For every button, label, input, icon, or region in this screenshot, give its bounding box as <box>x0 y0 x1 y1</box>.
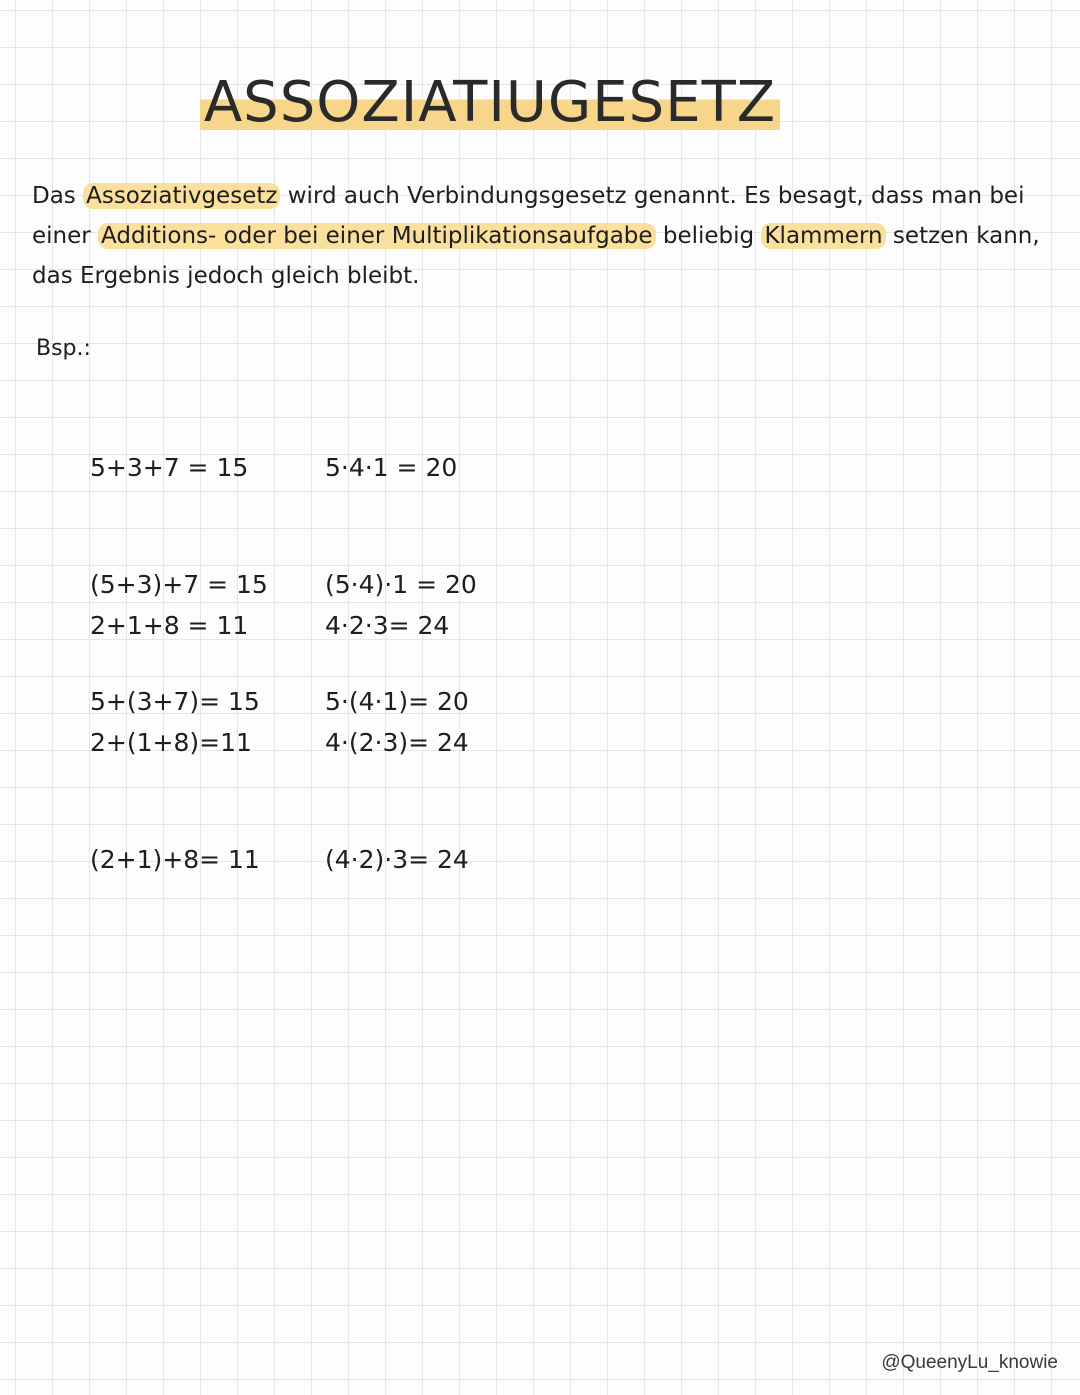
intro-paragraph <box>32 176 1042 296</box>
equation: (2+1)+8= 11 <box>90 845 260 874</box>
equation: (5+3)+7 = 15 <box>90 570 268 599</box>
highlight-additions-multiplikation: Additions- oder bei einer Multiplikationsaufgabe <box>98 223 656 249</box>
highlight-klammern: Klammern <box>761 223 885 249</box>
example-group-addition-2 <box>90 528 260 918</box>
equation: (4·2)·3= 24 <box>325 845 469 874</box>
equation: 4·2·3= 24 <box>325 611 450 640</box>
equation: 5+(3+7)= 15 <box>90 687 260 716</box>
examples-label: Bsp.: <box>36 336 91 361</box>
equation: (5·4)·1 = 20 <box>325 570 477 599</box>
page-title-text: ASSOZIATIUGESETZ <box>200 70 780 135</box>
intro-text-2: wird auch Verbindungsgesetz genannt. Es besagt, dass man bei einer <box>32 183 1025 249</box>
intro-text-4: setzen kann, das Ergebnis jedoch gleich bleibt. <box>32 223 1040 289</box>
page-title <box>0 70 980 135</box>
equation: 2+(1+8)=11 <box>90 728 252 757</box>
intro-text-3: beliebig <box>655 223 762 249</box>
equation: 5·(4·1)= 20 <box>325 687 469 716</box>
equation: 5+3+7 = 15 <box>90 453 249 482</box>
highlight-assoziativgesetz: Assoziativgesetz <box>83 183 280 209</box>
author-credit: @QueenyLu_knowie <box>881 1352 1058 1373</box>
equation: 5·4·1 = 20 <box>325 453 458 482</box>
equation: 4·(2·3)= 24 <box>325 728 469 757</box>
example-group-multiplication-2 <box>325 528 469 918</box>
intro-text-1: Das <box>32 183 84 209</box>
equation: 2+1+8 = 11 <box>90 611 249 640</box>
